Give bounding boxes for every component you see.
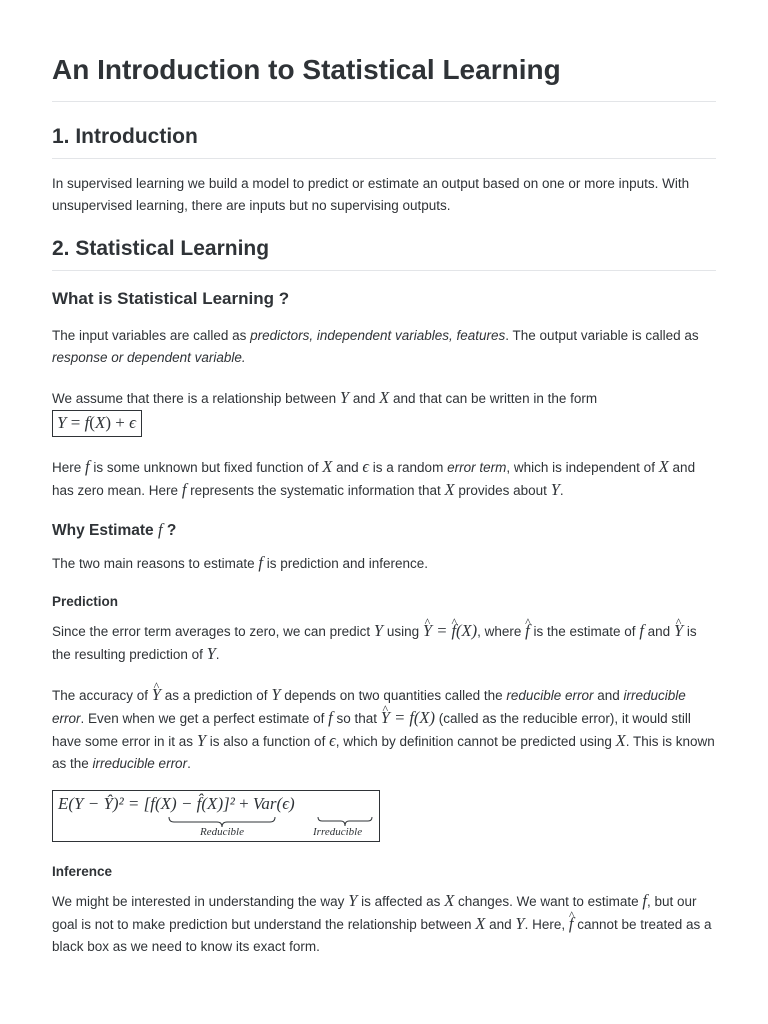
- label-reducible: Reducible: [200, 826, 244, 838]
- formula-box-model: [52, 410, 716, 437]
- label-irreducible: Irreducible: [313, 826, 363, 838]
- predictors-paragraph: The input variables are called as predictors, independent variables, features. The output variable is called as response or dependent variable.: [52, 328, 699, 365]
- subheading-what-is-statistical-learning: What is Statistical Learning ?: [52, 289, 290, 308]
- relationship-paragraph: We assume that there is a relationship between Y and X and that can be written in the form: [52, 388, 598, 407]
- section-heading-introduction: 1. Introduction: [52, 124, 716, 159]
- formula-box-error-decomposition: [52, 790, 380, 842]
- section-heading-statistical-learning: 2. Statistical Learning: [52, 236, 716, 271]
- subheading-inference: Inference: [52, 864, 113, 879]
- accuracy-paragraph: The accuracy of ^ Y as a prediction of Y depends on two quantities called the reducible error and irreducible error. Even when we get a perfect estimate of f so that ^ Y = f(X) (called as the reducible error), it would still have some error in it as Y is also a function of ϵ, which by definition cannot be predicted using X. This is known as the irreducible error.: [52, 684, 716, 775]
- page-title: An Introduction to Statistical Learning: [52, 0, 716, 102]
- inference-paragraph: We might be interested in understanding the way Y is affected as X changes. We want to estimate f, but our goal is not to make prediction but understand the relationship between X and Y. Here, ^ f cannot be treated as a black box as we need to know its exact form.: [52, 890, 716, 958]
- formula-error-decomposition: E(Y − Ŷ)² = [f(X) − f̂(X)]² + Var(ϵ): [58, 794, 295, 813]
- two-reasons-paragraph: The two main reasons to estimate f is prediction and inference.: [52, 553, 429, 572]
- irreducible-underbrace: [318, 817, 372, 826]
- intro-paragraph: In supervised learning we build a model to predict or estimate an output based on one or more inputs. With unsupervised learning, there are inputs but no supervising outputs.: [52, 176, 690, 213]
- subheading-why-estimate-f: Why Estimate f ?: [52, 520, 177, 539]
- subheading-prediction: Prediction: [52, 594, 119, 609]
- formula-model: Y = f(X) + ϵ: [52, 410, 142, 437]
- error-term-paragraph: Here f is some unknown but fixed function of X and ϵ is a random error term, which is independent of X and has zero mean. Here f represents the systematic information that X provides about Y.: [52, 457, 696, 499]
- prediction-paragraph: Since the error term averages to zero, we can predict Y using ^ Y = ^ f(X), where ^ f is the estimate of f and ^ Y is the resulting prediction of Y.: [52, 620, 716, 666]
